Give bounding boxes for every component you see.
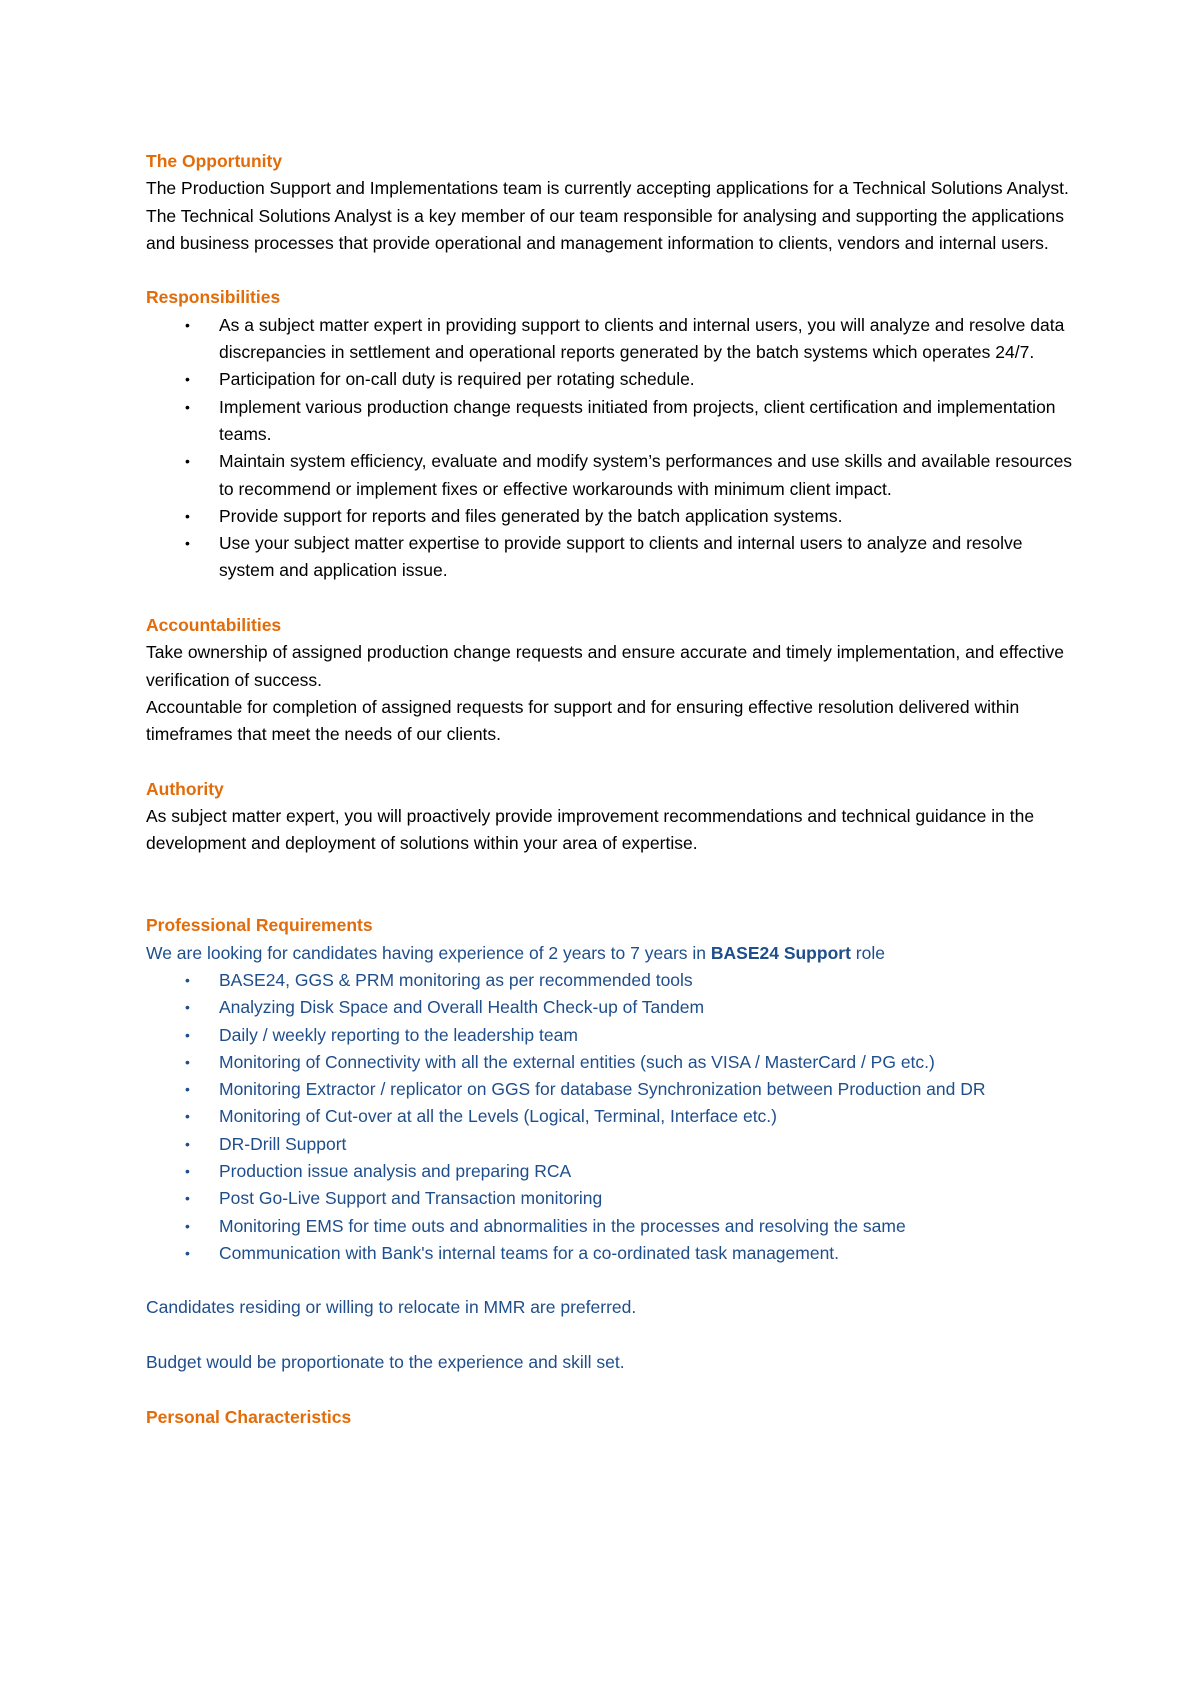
list-item: • DR-Drill Support (146, 1131, 1076, 1158)
bullet-icon: • (185, 1108, 190, 1125)
list-item: • Production issue analysis and preparing RCA (146, 1158, 1076, 1185)
accountabilities-heading: Accountabilities (146, 615, 282, 636)
list-item: • BASE24, GGS & PRM monitoring as per recommended tools (146, 967, 1076, 994)
authority-text: As subject matter expert, you will proactively provide improvement recommendations and technical guidance in the development and deployment of solutions within your area of expertise. (146, 806, 1035, 854)
base24-support-emphasis: BASE24 Support (710, 942, 851, 963)
opportunity-text: The Production Support and Implementations team is currently accepting applications for a Technical Solutions Analyst. The Technical Solutions Analyst is a key member of our team responsible for analysing and supporting the applications and business processes that provide operational and management information to clients, vendors and internal users. (146, 178, 1069, 253)
bullet-icon: • (185, 1081, 190, 1098)
relocation-note: Candidates residing or willing to relocate in MMR are preferred. (146, 1297, 637, 1318)
budget-note: Budget would be proportionate to the experience and skill set. (146, 1352, 625, 1373)
bullet-icon: • (185, 971, 190, 988)
list-item: • Communication with Bank's internal teams for a co-ordinated task management. (146, 1240, 1076, 1267)
bullet-icon: • (185, 1162, 190, 1179)
professional-intro: We are looking for candidates having experience of 2 years to 7 years in BASE24 Support role (146, 942, 885, 963)
list-item: • Post Go-Live Support and Transaction monitoring (146, 1185, 1076, 1212)
list-item: • Monitoring EMS for time outs and abnormalities in the processes and resolving the same (146, 1213, 1076, 1240)
document-content (146, 148, 1076, 1431)
bullet-icon: • (185, 371, 190, 388)
personal-characteristics-heading: Personal Characteristics (146, 1406, 352, 1427)
bullet-icon: • (185, 1217, 190, 1234)
bullet-icon: • (185, 1026, 190, 1043)
list-item: • Participation for on-call duty is required per rotating schedule. (146, 366, 1076, 393)
accountabilities-line-2: Accountable for completion of assigned requests for support and for ensuring effective resolution delivered within timeframes that meet the needs of our clients. (146, 696, 1020, 745)
accountabilities-line-1: Take ownership of assigned production change requests and ensure accurate and timely implementation, and effective verification of success. (146, 642, 1065, 690)
authority-heading: Authority (146, 778, 224, 799)
list-item: • As a subject matter expert in providing support to clients and internal users, you will analyze and resolve data discrepancies in settlement and operational reports generated by the batch systems which operates 24/7. (146, 312, 1076, 367)
bullet-icon: • (185, 535, 190, 552)
list-item: • Provide support for reports and files generated by the batch application systems. (146, 503, 1076, 530)
list-item: • Monitoring of Cut-over at all the Levels (Logical, Terminal, Interface etc.) (146, 1103, 1076, 1130)
list-item: • Monitoring of Connectivity with all the external entities (such as VISA / MasterCard / PG etc.) (146, 1049, 1076, 1076)
bullet-icon: • (185, 398, 190, 415)
opportunity-heading: The Opportunity (146, 151, 283, 171)
responsibilities-list (146, 312, 1076, 585)
bullet-icon: • (185, 1135, 190, 1152)
professional-requirements-heading: Professional Requirements (146, 915, 373, 936)
responsibilities-heading: Responsibilities (146, 287, 281, 308)
bullet-icon: • (185, 1190, 190, 1207)
list-item: • Daily / weekly reporting to the leadership team (146, 1022, 1076, 1049)
list-item: • Analyzing Disk Space and Overall Health Check-up of Tandem (146, 994, 1076, 1021)
list-item: • Monitoring Extractor / replicator on GGS for database Synchronization between Production and DR (146, 1076, 1076, 1103)
bullet-icon: • (185, 507, 190, 524)
bullet-icon: • (185, 453, 190, 470)
bullet-icon: • (185, 999, 190, 1016)
bullet-icon: • (185, 1244, 190, 1261)
professional-requirements-list (146, 967, 1076, 1267)
bullet-icon: • (185, 316, 190, 333)
list-item: • Use your subject matter expertise to provide support to clients and internal users to analyze and resolve system and application issue. (146, 530, 1076, 585)
list-item: • Implement various production change requests initiated from projects, client certification and implementation teams. (146, 394, 1076, 449)
bullet-icon: • (185, 1053, 190, 1070)
list-item: • Maintain system efficiency, evaluate and modify system’s performances and use skills and available resources to recommend or implement fixes or effective workarounds with minimum client impact. (146, 448, 1076, 503)
